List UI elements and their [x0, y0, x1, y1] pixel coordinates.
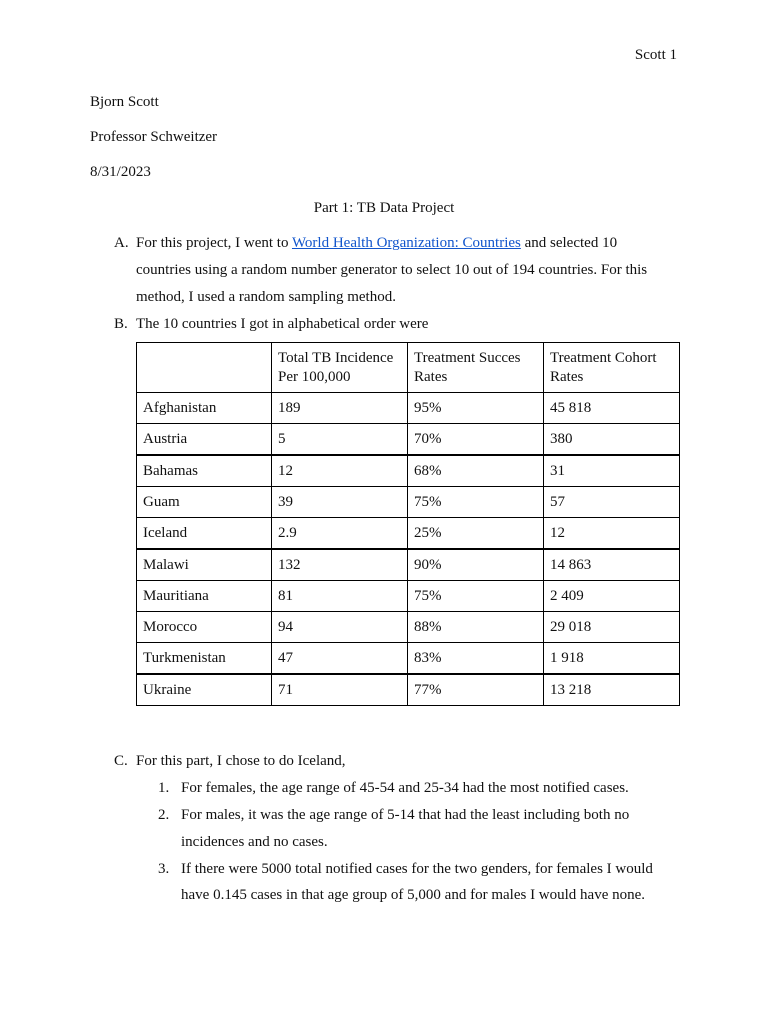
- incidence-cell: 47: [272, 643, 408, 675]
- table-row: [137, 674, 680, 706]
- cohort-rate-cell: 2 409: [544, 581, 680, 612]
- table-row: [137, 581, 680, 612]
- table-header-cell: Total TB Incidence Per 100,000: [272, 343, 408, 393]
- table-row: [137, 643, 680, 675]
- table-row: [137, 393, 680, 424]
- country-cell: Guam: [137, 487, 272, 518]
- table-row: [137, 518, 680, 550]
- country-cell: Morocco: [137, 612, 272, 643]
- table-row: [137, 424, 680, 456]
- table-row: [137, 549, 680, 581]
- incidence-cell: 12: [272, 455, 408, 487]
- country-cell: Ukraine: [137, 674, 272, 706]
- cohort-rate-cell: 380: [544, 424, 680, 456]
- success-rate-cell: 77%: [408, 674, 544, 706]
- incidence-cell: 189: [272, 393, 408, 424]
- page-header-label: Scott 1: [634, 47, 677, 63]
- professor-name: Professor Schweitzer: [90, 129, 218, 145]
- item-3-number: 3.: [158, 861, 170, 877]
- incidence-cell: 39: [272, 487, 408, 518]
- incidence-cell: 5: [272, 424, 408, 456]
- cohort-rate-cell: 12: [544, 518, 680, 550]
- section-a-text-before-link: For this project, I went to: [136, 235, 292, 251]
- success-rate-cell: 25%: [408, 518, 544, 550]
- incidence-cell: 71: [272, 674, 408, 706]
- success-rate-cell: 88%: [408, 612, 544, 643]
- cohort-rate-cell: 57: [544, 487, 680, 518]
- country-cell: Malawi: [137, 549, 272, 581]
- section-a-text-after-link: and selected 10: [520, 235, 618, 251]
- country-cell: Iceland: [137, 518, 272, 550]
- item-3-line-2: have 0.145 cases in that age group of 5,000 and for males I would have none.: [181, 887, 646, 903]
- table-header-cell: [137, 343, 272, 393]
- cohort-rate-cell: 1 918: [544, 643, 680, 675]
- incidence-cell: 94: [272, 612, 408, 643]
- item-2-number: 2.: [158, 807, 170, 823]
- section-a-line-3: method, I used a random sampling method.: [136, 289, 396, 305]
- incidence-cell: 2.9: [272, 518, 408, 550]
- cohort-rate-cell: 29 018: [544, 612, 680, 643]
- country-cell: Bahamas: [137, 455, 272, 487]
- success-rate-cell: 70%: [408, 424, 544, 456]
- success-rate-cell: 75%: [408, 487, 544, 518]
- item-2-line-1: For males, it was the age range of 5-14 that had the least including both no: [181, 807, 630, 823]
- table-header-cell: Treatment Succes Rates: [408, 343, 544, 393]
- author-name: Bjorn Scott: [90, 94, 159, 110]
- country-cell: Turkmenistan: [137, 643, 272, 675]
- document-title: Part 1: TB Data Project: [313, 200, 455, 216]
- success-rate-cell: 90%: [408, 549, 544, 581]
- section-a-line-2: countries using a random number generator to select 10 out of 194 countries. For this: [136, 262, 648, 278]
- section-a-marker: A.: [114, 235, 129, 251]
- table-row: [137, 612, 680, 643]
- document-date: 8/31/2023: [90, 164, 151, 180]
- country-cell: Austria: [137, 424, 272, 456]
- table-header-row: [137, 343, 680, 393]
- cohort-rate-cell: 13 218: [544, 674, 680, 706]
- success-rate-cell: 75%: [408, 581, 544, 612]
- item-1-line-1: For females, the age range of 45-54 and 25-34 had the most notified cases.: [181, 780, 629, 796]
- cohort-rate-cell: 14 863: [544, 549, 680, 581]
- section-b-marker: B.: [114, 316, 128, 332]
- section-b-text: The 10 countries I got in alphabetical order were: [136, 316, 429, 332]
- item-1-number: 1.: [158, 780, 170, 796]
- incidence-cell: 132: [272, 549, 408, 581]
- table-row: [137, 455, 680, 487]
- item-2-line-2: incidences and no cases.: [181, 834, 328, 850]
- success-rate-cell: 95%: [408, 393, 544, 424]
- item-3-line-1: If there were 5000 total notified cases for the two genders, for females I would: [181, 861, 653, 877]
- success-rate-cell: 68%: [408, 455, 544, 487]
- incidence-cell: 81: [272, 581, 408, 612]
- section-a-line-1: [136, 235, 617, 252]
- tb-data-table: [136, 342, 680, 706]
- table-header-cell: Treatment Cohort Rates: [544, 343, 680, 393]
- country-cell: Afghanistan: [137, 393, 272, 424]
- success-rate-cell: 83%: [408, 643, 544, 675]
- cohort-rate-cell: 31: [544, 455, 680, 487]
- section-c-text: For this part, I chose to do Iceland,: [136, 753, 346, 769]
- table-row: [137, 487, 680, 518]
- section-c-marker: C.: [114, 753, 128, 769]
- cohort-rate-cell: 45 818: [544, 393, 680, 424]
- country-cell: Mauritiana: [137, 581, 272, 612]
- who-countries-link[interactable]: World Health Organization: Countries: [291, 235, 521, 251]
